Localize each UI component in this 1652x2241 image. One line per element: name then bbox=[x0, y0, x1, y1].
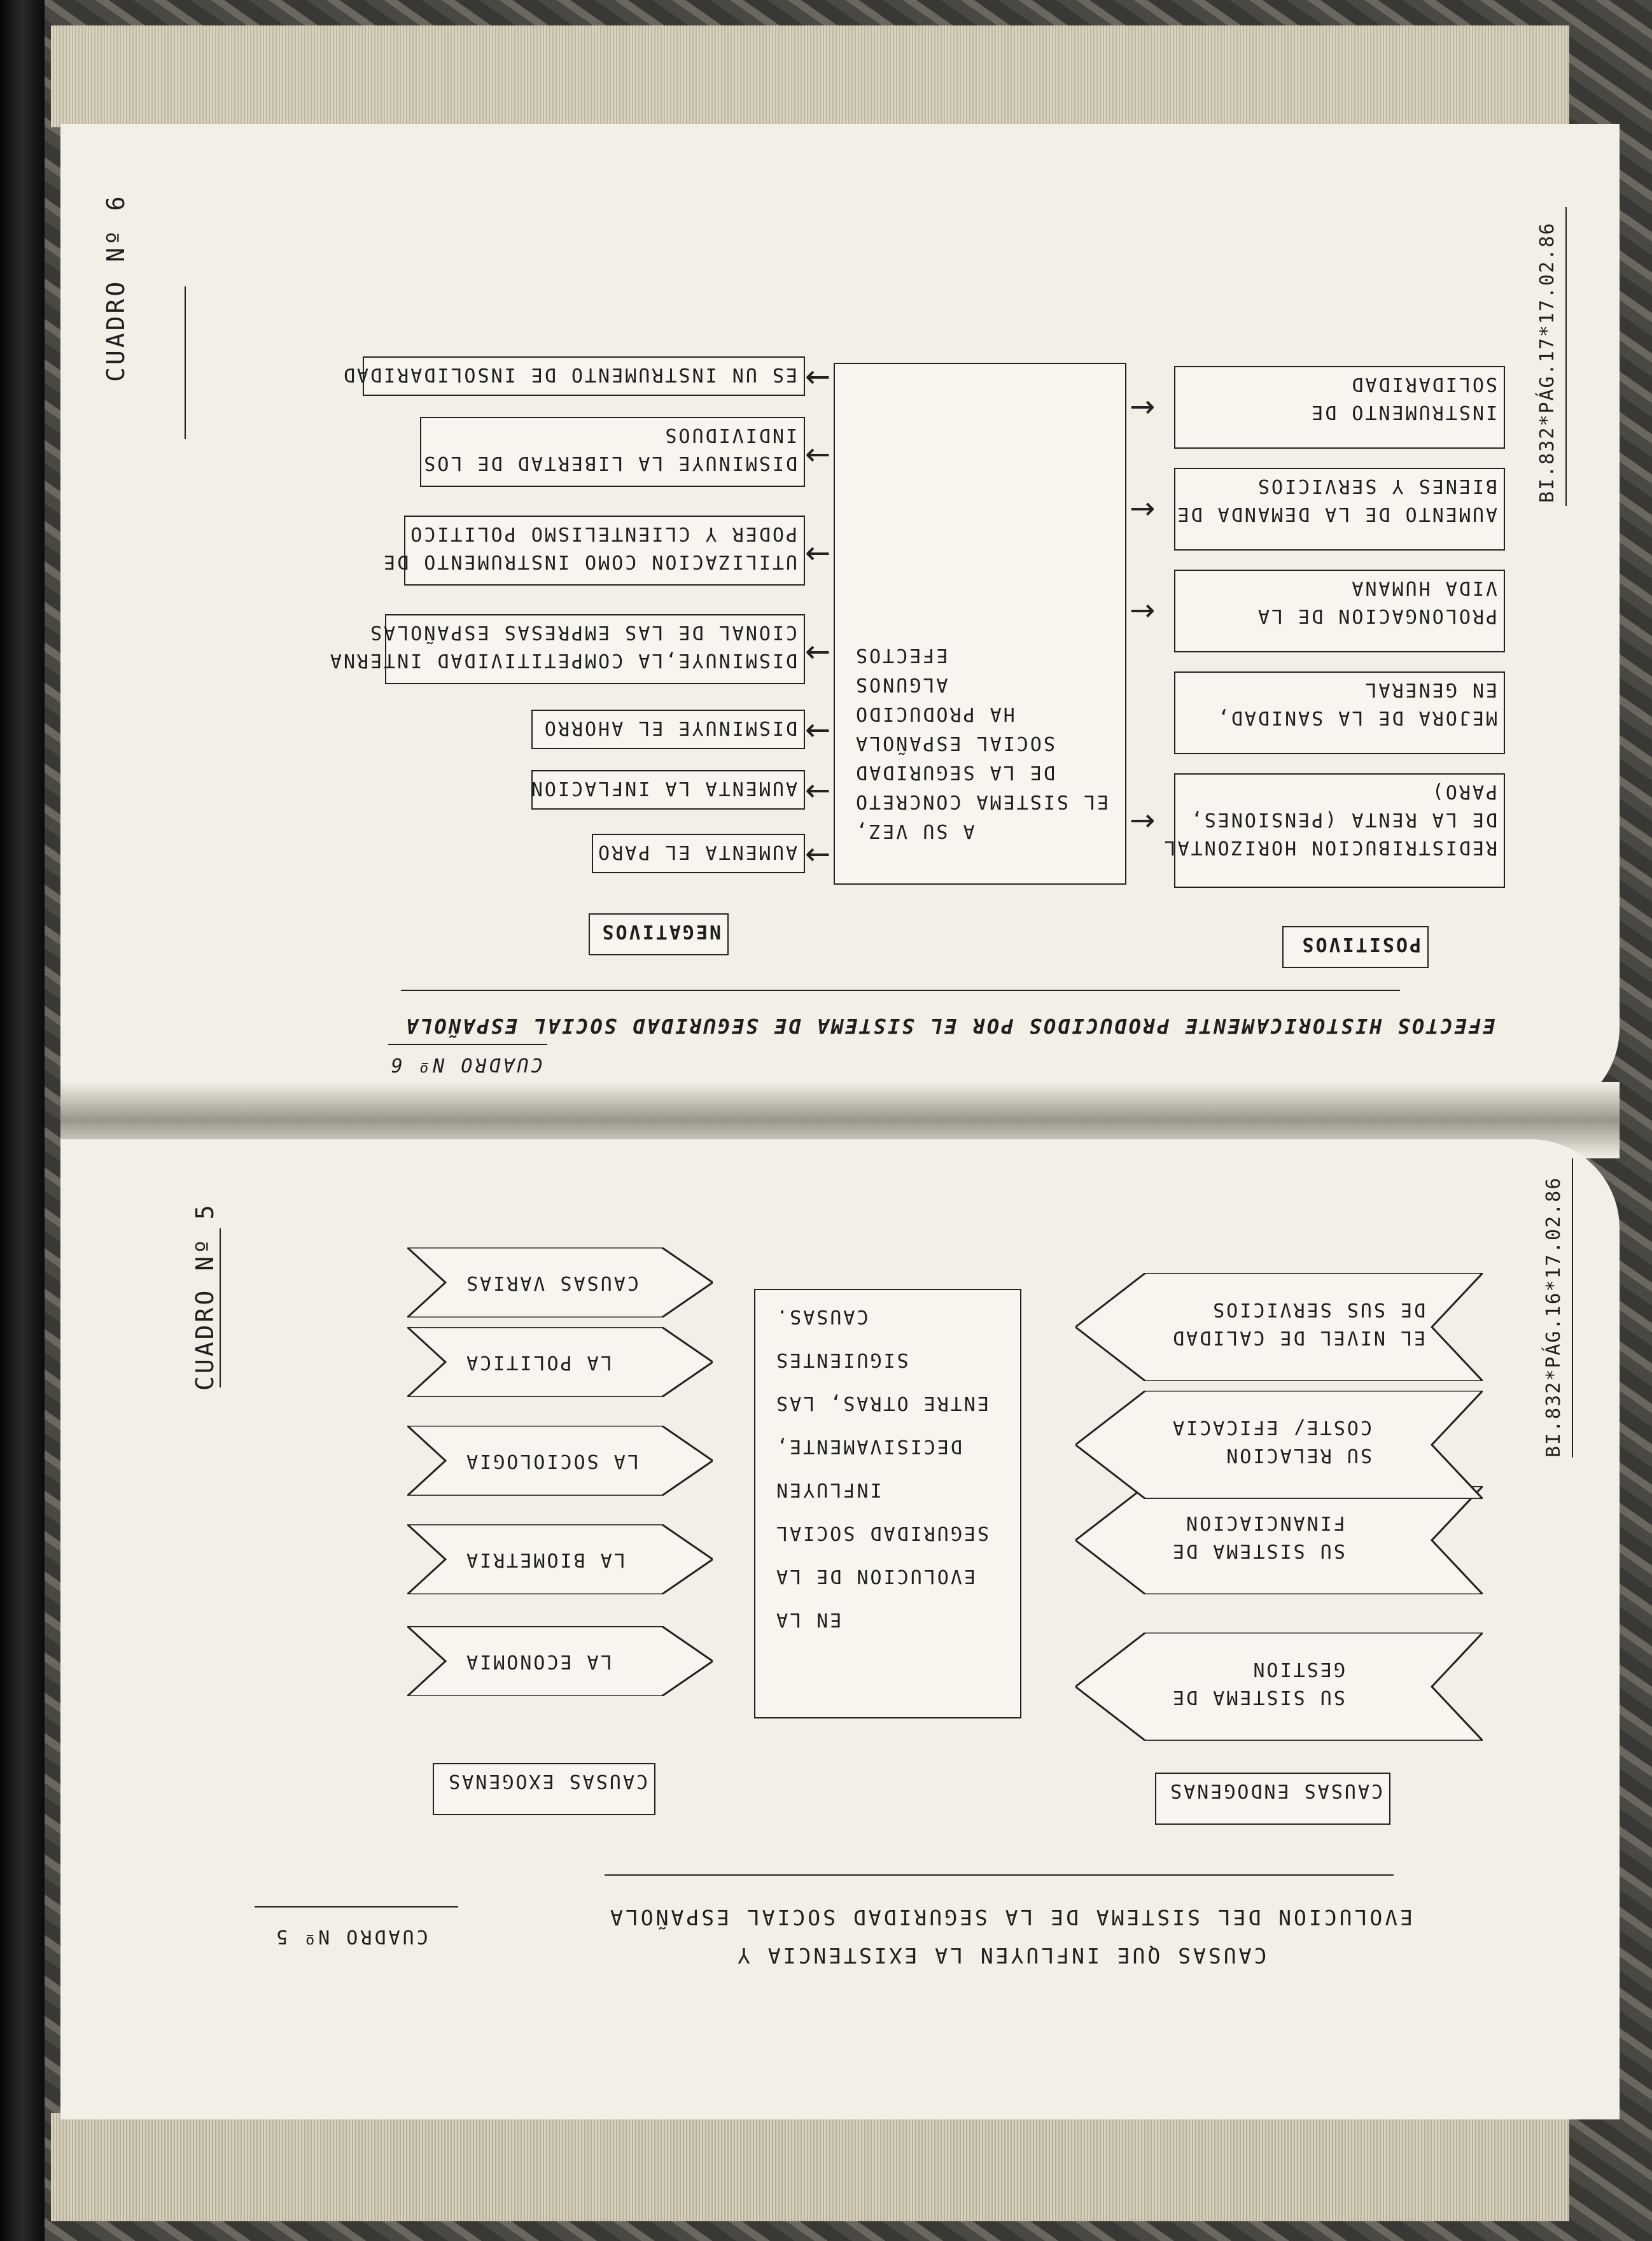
arrow-right-icon: → bbox=[1130, 491, 1156, 526]
arrow-right-icon: → bbox=[1130, 389, 1156, 425]
book-spine bbox=[0, 0, 45, 2241]
stamp-rule-17 bbox=[1565, 207, 1567, 506]
causa-endogena-arrow: SU SISTEMA DE GESTION bbox=[1075, 1633, 1483, 1741]
arrow-left-icon: ← bbox=[805, 437, 831, 472]
positivos-header: POSITIVOS bbox=[1282, 926, 1429, 968]
causa-exogena-arrow: LA SOCIOLOGIA bbox=[407, 1426, 713, 1496]
cuadro-6-side-label: CUADRO Nº 6 bbox=[102, 193, 130, 382]
negativo-item: AUMENTA EL PARO bbox=[592, 834, 805, 873]
causa-exogena-arrow: LA ECONOMIA bbox=[407, 1626, 713, 1696]
positivo-item: AUMENTO DE LA DEMANDA DE BIENES Y SERVICIOS bbox=[1174, 468, 1505, 551]
arrow-right-icon: → bbox=[1130, 593, 1156, 628]
causas-center-box: EN LA EVOLUCION DE LA SEGURIDAD SOCIAL INFLUYEN DECISIVAMENTE, ENTRE OTRAS, LAS SIGUIENTES CAUSAS. bbox=[754, 1289, 1021, 1718]
cuadro-6-small-label: CUADRO Nº 6 bbox=[388, 1053, 543, 1076]
cuadro-6-side-rule bbox=[185, 286, 186, 439]
negativo-item: DISMINUYE EL AHORRO bbox=[531, 710, 805, 749]
causas-endogenas-header: CAUSAS ENDOGENAS bbox=[1155, 1773, 1390, 1825]
cuadro-5-title-line-1: CAUSAS QUE INFLUYEN LA EXISTENCIA Y bbox=[735, 1943, 1267, 1968]
negativo-item: ES UN INSTRUMENTO DE INSOLIDARIDAD bbox=[363, 356, 805, 396]
causas-exogenas-header: CAUSAS EXOGENAS bbox=[433, 1763, 655, 1815]
cuadro-5-side-label: CUADRO Nº 5 bbox=[191, 1202, 219, 1391]
page-stamp-16: BI.832*PÁG.16*17.02.86 bbox=[1543, 1176, 1565, 1458]
cuadro-6-small-rule bbox=[388, 1044, 547, 1045]
negativos-header: NEGATIVOS bbox=[589, 913, 729, 955]
cuadro-5-title-line-2: EVOLUCION DEL SISTEMA DE LA SEGURIDAD SOCIAL ESPAÑOLA bbox=[608, 1905, 1413, 1930]
arrow-left-icon: ← bbox=[805, 535, 831, 571]
causa-exogena-arrow: LA POLITICA bbox=[407, 1327, 713, 1397]
causa-exogena-arrow: LA BIOMETRIA bbox=[407, 1524, 713, 1594]
arrow-right-icon: → bbox=[1130, 803, 1156, 838]
positivo-item: INSTRUMENTO DE SOLIDARIDAD bbox=[1174, 366, 1505, 449]
negativo-item: UTILIZACION COMO INSTRUMENTO PODER Y CLIENTELISMO POLITICO bbox=[404, 516, 805, 586]
cuadro-6-title: EFECTOS HISTORICAMENTE PRODUCIDOS POR EL SISTEMA DE SEGURIDAD SOCIAL ESPAÑOLA bbox=[404, 1014, 1495, 1038]
arrow-left-icon: ← bbox=[805, 634, 831, 670]
causa-endogena-arrow: EL NIVEL DE CALIDAD DE SUS SERVICIOS bbox=[1075, 1273, 1483, 1381]
positivo-item: PROLONGACION DE LA VIDA HUMANA bbox=[1174, 570, 1505, 652]
causa-endogena-arrow: SU SISTEMA DE FINANCIACION bbox=[1075, 1486, 1483, 1594]
negativo-item: DISMINUYE,LA COMPETITIVIDAD CIONAL DE LAS EMPRESAS ESPAÑOLAS bbox=[385, 614, 805, 684]
cuadro-6-title-rule bbox=[401, 990, 1400, 991]
positivo-item: MEJORA DE LA SANIDAD, EN GENERAL bbox=[1174, 671, 1505, 754]
arrow-left-icon: ← bbox=[805, 359, 831, 395]
causa-endogena-arrow: SU RELACION COSTE/ EFICACIA bbox=[1075, 1391, 1483, 1499]
page-stamp-17: BI.832*PÁG.17*17.02.86 bbox=[1536, 221, 1558, 503]
cuadro-5-small-label: CUADRO Nº 5 bbox=[274, 1925, 428, 1948]
stamp-rule-16 bbox=[1572, 1158, 1573, 1458]
cuadro-5-title-rule bbox=[605, 1874, 1394, 1876]
positivo-item: REDISTRIBUCION HORIZONTAL DE LA RENTA (PENSIONES, PARO) bbox=[1174, 773, 1505, 888]
efectos-center-box: A SU VEZ, EL SISTEMA CONCRETO DE LA SEGURIDAD SOCIAL ESPAÑOLA HA PRODUCIDO ALGUNOS EFECTOS bbox=[834, 363, 1126, 885]
cuadro-5-small-rule bbox=[255, 1906, 458, 1907]
negativo-item: AUMENTA LA INFLACION bbox=[531, 770, 805, 810]
arrow-left-icon: ← bbox=[805, 773, 831, 808]
arrow-left-icon: ← bbox=[805, 836, 831, 872]
page-edges-bottom bbox=[51, 2113, 1569, 2221]
cuadro-5-side-rule bbox=[220, 1228, 221, 1387]
causa-exogena-arrow: CAUSAS VARIAS bbox=[407, 1247, 713, 1317]
negativo-item: DISMINUYE LA LIBERTAD DE LOS INDIVIDUOS bbox=[420, 417, 805, 487]
arrow-left-icon: ← bbox=[805, 712, 831, 748]
page-edges-top bbox=[51, 25, 1569, 127]
